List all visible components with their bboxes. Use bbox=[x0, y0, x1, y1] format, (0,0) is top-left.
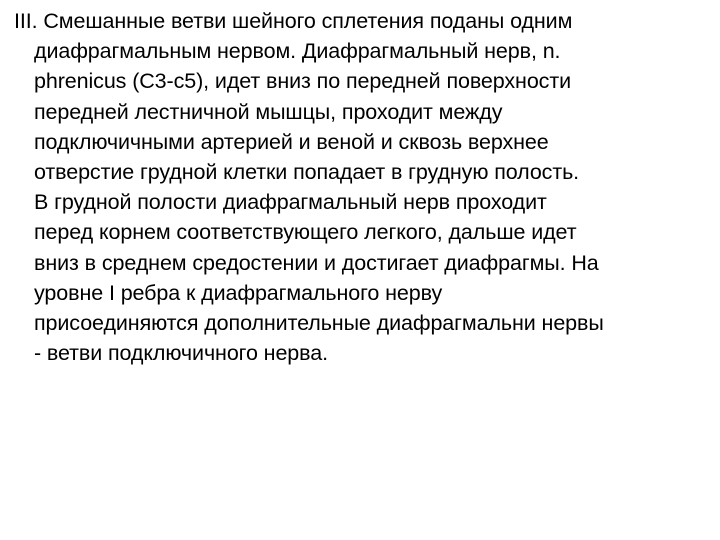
body-paragraph: III. Смешанные ветви шейного сплетения поданы одним диафрагмальным нервом. Диафрагмальный нерв, n. phrenicus (C3-c5), идет вниз по передней поверхности передней лестничной мышцы, проходит между подключичными артерией и веной и сквозь верхнее отверстие грудной клетки попадает в грудную полость. В грудной полости диафрагмальный нерв проходит перед корнем соответствующего легкого, дальше идет вниз в среднем средостении и достигает диафрагмы. На уровне I ребра к диафрагмального нерву присоединяются дополнительные диафрагмальни нервы - ветви подключичного нерва. bbox=[14, 9, 604, 366]
